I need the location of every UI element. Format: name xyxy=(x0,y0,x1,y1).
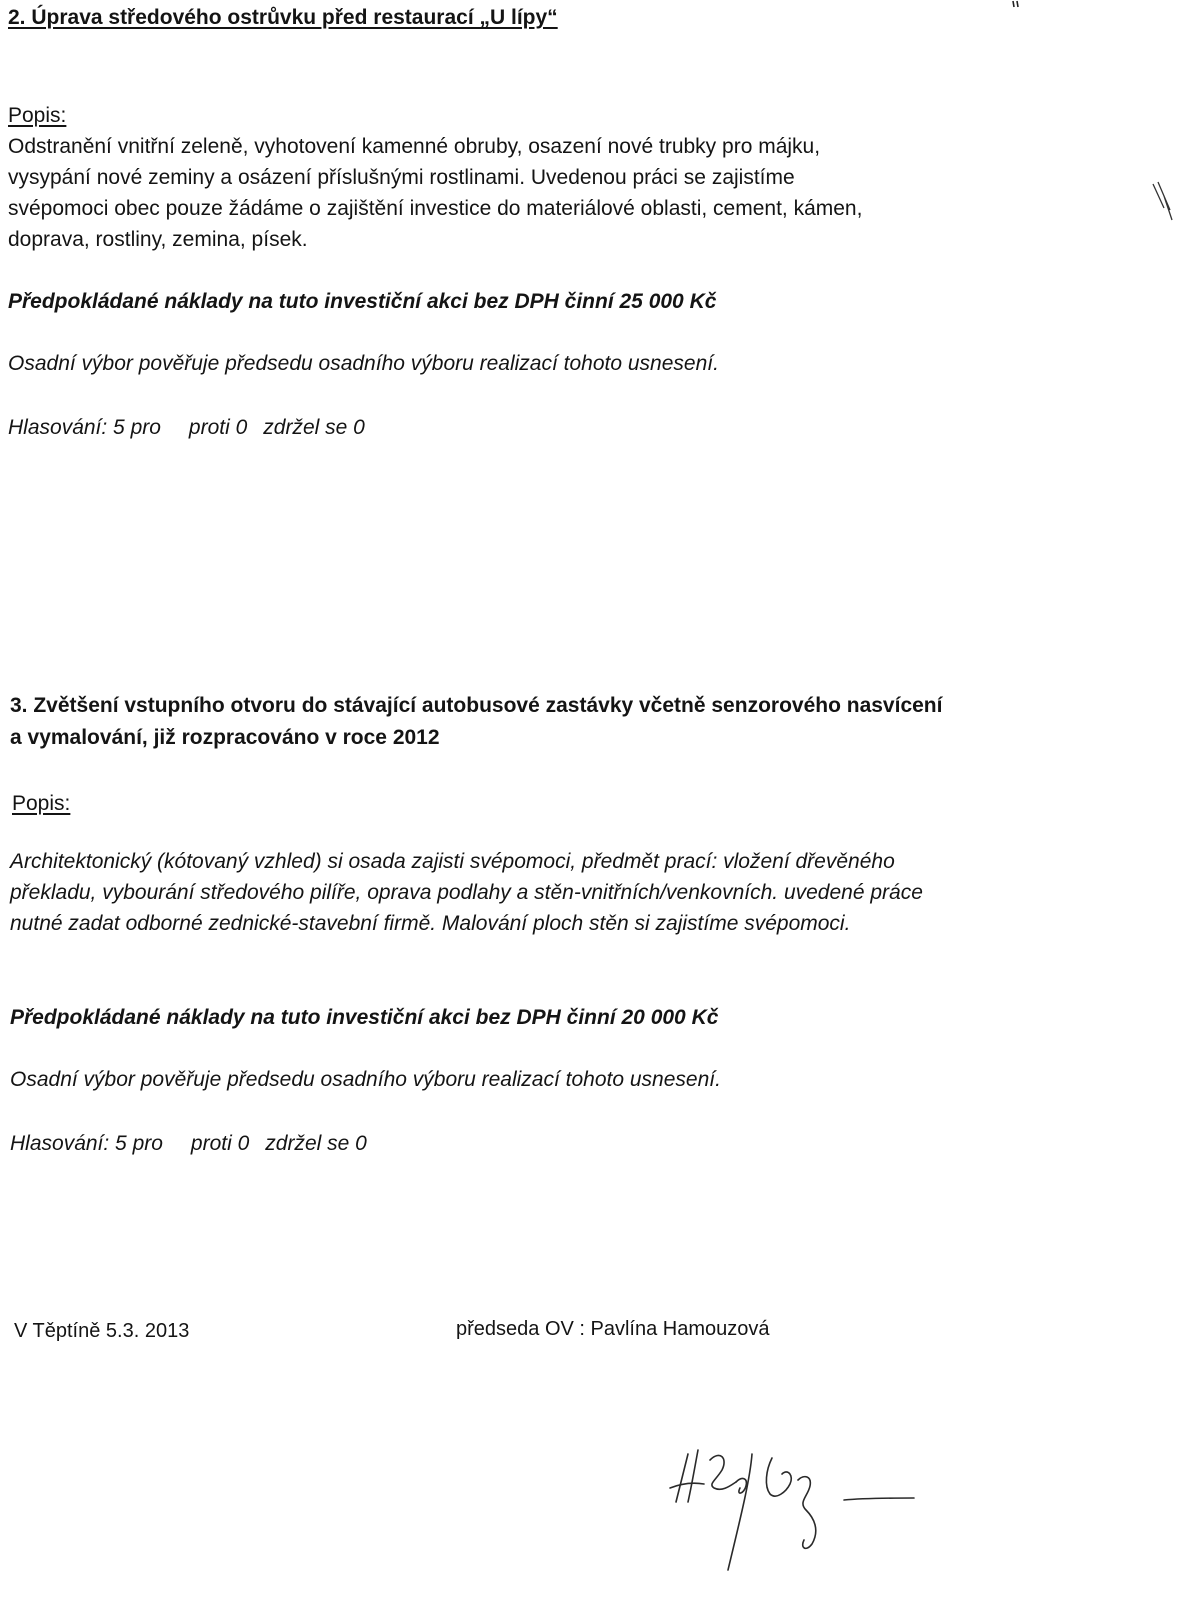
vote-abstain: zdržel se 0 xyxy=(263,416,365,439)
chairperson: předseda OV : Pavlína Hamouzová xyxy=(456,1318,770,1340)
place-and-date: V Těptíně 5.3. 2013 xyxy=(14,1320,190,1342)
description-line: Odstranění vnitřní zeleně, vyhotovení kamenné obruby, osazení nové trubky pro májku, xyxy=(8,135,821,158)
description-line: svépomoci obec pouze žádáme o zajištění investice do materiálové oblasti, cement, kámen, xyxy=(8,197,863,220)
scan-mark-icon xyxy=(1150,170,1180,230)
description-line: vysypání nové zeminy a osázení příslušnými rostlinami. Uvedenou práci se zajistíme xyxy=(8,166,795,189)
section-3-title-line-1: 3. Zvětšení vstupního otvoru do stávající autobusové zastávky včetně senzorového nasvícení xyxy=(10,694,943,717)
section-3-title-line-2: a vymalování, již rozpracováno v roce 2012 xyxy=(10,726,440,749)
description-line: nutné zadat odborné zednické-stavební firmě. Malování ploch stěn si zajistíme svépomoci. xyxy=(10,912,851,935)
section-3-voting xyxy=(10,1132,367,1156)
section-2-resolution: Osadní výbor pověřuje předsedu osadního výboru realizací tohoto usnesení. xyxy=(8,352,719,375)
section-3-costs: Předpokládané náklady na tuto investiční akci bez DPH činní 20 000 Kč xyxy=(10,1006,719,1029)
section-3-resolution: Osadní výbor pověřuje předsedu osadního výboru realizací tohoto usnesení. xyxy=(10,1068,721,1091)
vote-abstain: zdržel se 0 xyxy=(265,1132,367,1155)
scan-mark-icon xyxy=(1010,0,1030,12)
section-2-title: 2. Úprava středového ostrůvku před restaurací „U lípy“ xyxy=(8,6,558,29)
section-2-description xyxy=(8,131,1128,255)
vote-for: Hlasování: 5 pro xyxy=(8,416,161,439)
signature-icon xyxy=(640,1440,960,1600)
section-2-costs: Předpokládané náklady na tuto investiční akci bez DPH činní 25 000 Kč xyxy=(8,290,717,313)
description-line: doprava, rostliny, zemina, písek. xyxy=(8,228,308,251)
description-line: překladu, vybourání středového pilíře, oprava podlahy a stěn-vnitřních/venkovních. uvedené práce xyxy=(10,881,923,904)
section-2-popis-label: Popis: xyxy=(8,104,67,127)
section-3-popis-label: Popis: xyxy=(12,792,71,815)
section-3-description xyxy=(10,846,1150,939)
vote-against: proti 0 xyxy=(190,1132,250,1155)
section-2-voting xyxy=(8,416,365,440)
vote-for: Hlasování: 5 pro xyxy=(10,1132,163,1155)
vote-against: proti 0 xyxy=(188,416,248,439)
description-line: Architektonický (kótovaný vzhled) si osada zajisti svépomoci, předmět prací: vložení dřevěného xyxy=(10,850,895,873)
